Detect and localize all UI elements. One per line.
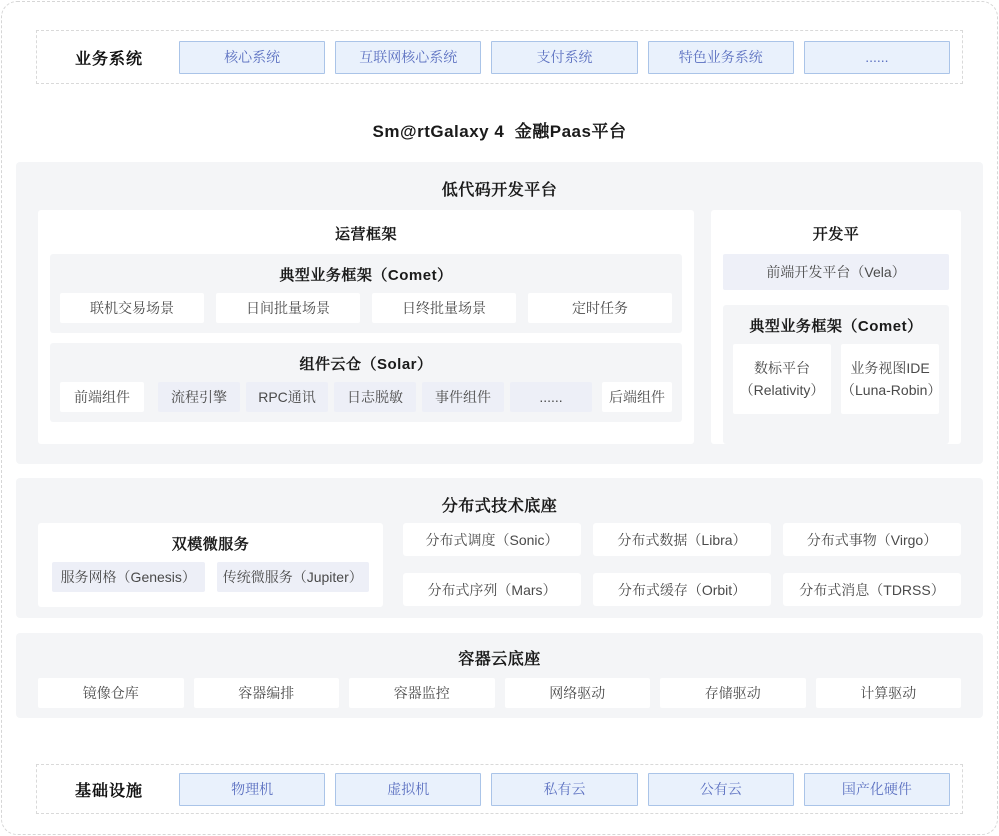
node-container-orchestration[interactable]: 容器编排 bbox=[194, 678, 340, 708]
node-eod-batch-scene[interactable]: 日终批量场景 bbox=[372, 293, 516, 323]
low-code-columns bbox=[38, 210, 961, 444]
solar-component-box bbox=[50, 343, 682, 422]
node-backend-component[interactable]: 后端组件 bbox=[602, 382, 672, 412]
node-container-monitoring[interactable]: 容器监控 bbox=[349, 678, 495, 708]
dual-mode-items-row bbox=[38, 554, 383, 592]
node-distributed-sequence-mars[interactable]: 分布式序列（Mars） bbox=[403, 573, 581, 606]
node-event-component[interactable]: 事件组件 bbox=[422, 382, 504, 412]
node-scheduled-task[interactable]: 定时任务 bbox=[528, 293, 672, 323]
distributed-grid bbox=[403, 523, 961, 607]
dual-mode-title: 双模微服务 bbox=[171, 536, 250, 553]
node-relativity-platform[interactable] bbox=[733, 344, 831, 414]
node-distributed-transaction-virgo[interactable]: 分布式事物（Virgo） bbox=[783, 523, 961, 556]
node-distributed-scheduling-sonic[interactable]: 分布式调度（Sonic） bbox=[403, 523, 581, 556]
solar-items-row bbox=[50, 374, 682, 412]
business-systems-label: 业务系统 bbox=[75, 50, 144, 68]
container-items-row bbox=[38, 678, 961, 708]
container-base-title: 容器云底座 bbox=[458, 651, 541, 668]
page-title: Sm@rtGalaxy 4 金融Paas平台 bbox=[372, 122, 627, 141]
node-image-registry[interactable]: 镜像仓库 bbox=[38, 678, 184, 708]
node-distributed-message-tdrss[interactable]: 分布式消息（TDRSS） bbox=[783, 573, 961, 606]
node-storage-driver[interactable]: 存储驱动 bbox=[660, 678, 806, 708]
node-frontend-dev-platform-vela[interactable]: 前端开发平台（Vela） bbox=[723, 254, 949, 290]
infrastructure-band bbox=[36, 764, 963, 814]
node-service-mesh-genesis[interactable]: 服务网格（Genesis） bbox=[52, 562, 205, 592]
node-daytime-batch-scene[interactable]: 日间批量场景 bbox=[216, 293, 360, 323]
luna-robin-name: 业务视图IDE bbox=[850, 359, 930, 376]
node-network-driver[interactable]: 网络驱动 bbox=[505, 678, 651, 708]
node-internet-core-system[interactable]: 互联网核心系统 bbox=[335, 41, 481, 74]
distributed-base-title: 分布式技术底座 bbox=[441, 498, 558, 515]
luna-robin-code: （Luna-Robin） bbox=[841, 382, 942, 398]
relativity-name: 数标平台 bbox=[754, 359, 810, 376]
node-domestic-hardware[interactable]: 国产化硬件 bbox=[804, 773, 950, 806]
node-core-system[interactable]: 核心系统 bbox=[179, 41, 325, 74]
dev-comet-title: 典型业务框架（Comet） bbox=[749, 318, 923, 335]
dev-platform-box bbox=[711, 210, 961, 444]
low-code-platform-title: 低代码开发平台 bbox=[441, 182, 558, 199]
node-physical-machine[interactable]: 物理机 bbox=[179, 773, 325, 806]
node-process-engine[interactable]: 流程引擎 bbox=[158, 382, 240, 412]
node-online-trading-scene[interactable]: 联机交易场景 bbox=[60, 293, 204, 323]
distributed-columns bbox=[38, 523, 961, 607]
infrastructure-label: 基础设施 bbox=[75, 782, 144, 800]
dev-platform-title: 开发平 bbox=[812, 226, 860, 243]
operation-framework-title: 运营框架 bbox=[334, 226, 397, 243]
dev-comet-items-row bbox=[723, 336, 949, 414]
node-rpc-comm[interactable]: RPC通讯 bbox=[246, 382, 328, 412]
section-distributed-base bbox=[16, 478, 983, 618]
node-frontend-component[interactable]: 前端组件 bbox=[60, 382, 144, 412]
dev-comet-box bbox=[723, 305, 949, 444]
node-solar-more[interactable]: ...... bbox=[510, 382, 592, 412]
node-distributed-cache-orbit[interactable]: 分布式缓存（Orbit） bbox=[593, 573, 771, 606]
node-payment-system[interactable]: 支付系统 bbox=[491, 41, 637, 74]
dual-mode-microservice-box bbox=[38, 523, 383, 607]
operation-framework-box bbox=[38, 210, 694, 444]
comet-items-row bbox=[50, 285, 682, 323]
section-container-base bbox=[16, 633, 983, 718]
relativity-code: （Relativity） bbox=[739, 382, 825, 398]
node-private-cloud[interactable]: 私有云 bbox=[491, 773, 637, 806]
business-systems-buttons bbox=[179, 41, 950, 74]
node-virtual-machine[interactable]: 虚拟机 bbox=[335, 773, 481, 806]
node-business-more[interactable]: ...... bbox=[804, 41, 950, 74]
node-special-business-system[interactable]: 特色业务系统 bbox=[648, 41, 794, 74]
node-compute-driver[interactable]: 计算驱动 bbox=[816, 678, 962, 708]
solar-component-title: 组件云仓（Solar） bbox=[299, 356, 433, 373]
node-traditional-microservice-jupiter[interactable]: 传统微服务（Jupiter） bbox=[217, 562, 370, 592]
comet-framework-title: 典型业务框架（Comet） bbox=[279, 267, 453, 284]
section-low-code-platform bbox=[16, 162, 983, 464]
business-systems-band bbox=[36, 30, 963, 84]
infrastructure-buttons bbox=[179, 773, 950, 806]
node-public-cloud[interactable]: 公有云 bbox=[648, 773, 794, 806]
node-distributed-data-libra[interactable]: 分布式数据（Libra） bbox=[593, 523, 771, 556]
node-log-masking[interactable]: 日志脱敏 bbox=[334, 382, 416, 412]
node-luna-robin-ide[interactable] bbox=[841, 344, 942, 414]
comet-framework-box bbox=[50, 254, 682, 333]
